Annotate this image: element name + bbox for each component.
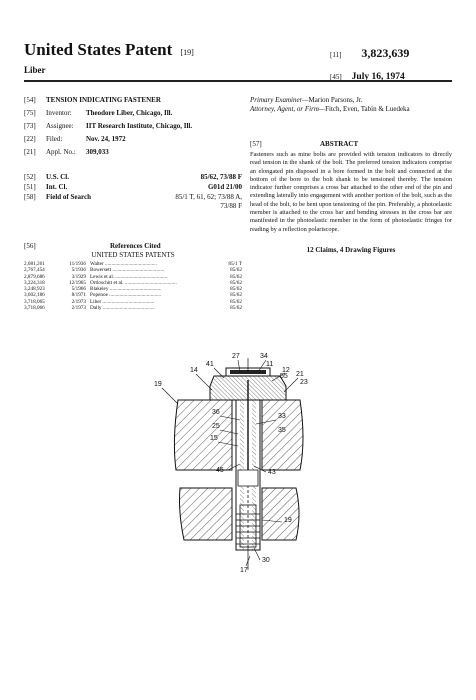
inventor-code: [75] <box>24 109 36 117</box>
field-code: [58] <box>24 193 36 201</box>
figure-label: 21 <box>296 371 304 378</box>
reference-date: 5/1966 <box>71 286 86 293</box>
uscl-value: 85/62, 73/88 F <box>200 173 242 181</box>
appl-code: [21] <box>24 148 36 156</box>
figure-label: 27 <box>232 353 240 360</box>
abstract-text: Fasteners such as mine bolts are provided with tension indicators to directly read tension in the shank of the bolt. The preferred tension indicators comprise an elongated pin disposed in a bore formed in the bolt and connected at the bottom of the bore to the bolt shank to be tensioned thereby. The tension indicator further comprises a cross bar attached to the other end of the pin and extending laterally into engagement with another portion of the bolt, such as the head of the bolt, to be bent upon tensioning of the pin. Preferably, a photoelastic member is attached to the cross bar and bending stresses in the cross bar are manifested in the photoelastic member in the form of photoelastic fringes for reading by a reflection polariscope. <box>250 151 452 233</box>
appl-label: Appl. No.: <box>46 148 76 156</box>
reference-name: Bowersett ........................................ <box>90 267 165 274</box>
figure-label: 41 <box>206 361 214 368</box>
date-code: [45] <box>330 73 342 81</box>
reference-class: 85/1 T <box>228 261 242 267</box>
reference-class: 85/62 <box>230 273 242 280</box>
title-code: [54] <box>24 96 36 104</box>
reference-number: 3,718,066 <box>24 305 45 312</box>
abstract-code: [57] <box>250 140 262 148</box>
appl-value: 309,033 <box>86 148 109 156</box>
figure-label: 25 <box>212 423 220 430</box>
intcl-value: G01d 21/00 <box>207 183 242 191</box>
figure-label: 43 <box>268 469 276 476</box>
reference-date: 12/1965 <box>68 279 86 286</box>
uscl-code: [52] <box>24 173 36 181</box>
assignee-value: IIT Research Institute, Chicago, Ill. <box>86 122 193 130</box>
filed-code: [22] <box>24 135 36 143</box>
reference-date: 8/1971 <box>71 292 86 299</box>
reference-class: 85/62 <box>230 292 242 299</box>
reference-name: Walter ........................................ <box>90 261 157 267</box>
bolt-shank <box>236 380 260 550</box>
figure-label: 14 <box>190 367 198 374</box>
inventor-label: Inventor: <box>46 109 72 117</box>
figure-label: 35 <box>278 427 286 434</box>
reference-date: 5/1936 <box>71 267 86 274</box>
figure-label: 33 <box>278 413 286 420</box>
reference-number: 2,767,454 <box>24 267 45 274</box>
references-subtitle: UNITED STATES PATENTS <box>91 251 175 259</box>
figure-label: 11 <box>266 361 274 368</box>
reference-class: 85/62 <box>230 305 242 312</box>
reference-number: 3,602,186 <box>24 292 45 299</box>
figure-label: 12 <box>282 367 290 374</box>
reference-class: 85/62 <box>230 298 242 305</box>
number-code: [11] <box>330 51 342 59</box>
inventor-value: Theodore Liber, Chicago, Ill. <box>86 109 173 117</box>
reference-number: 2,081,261 <box>24 261 45 267</box>
figure-label: 23 <box>300 379 308 386</box>
filed-label: Filed: <box>46 135 63 143</box>
header-title-text: United States Patent <box>24 40 173 59</box>
reference-number: 3,718,065 <box>24 298 45 305</box>
intcl-code: [51] <box>24 183 36 191</box>
invention-title: TENSION INDICATING FASTENER <box>46 96 161 104</box>
field-label: Field of Search <box>46 193 91 201</box>
abstract-title: ABSTRACT <box>320 140 359 148</box>
uscl-label: U.S. Cl. <box>46 173 69 181</box>
references-title: References Cited <box>110 242 161 250</box>
reference-number: 3,224,318 <box>24 279 45 286</box>
attorney-value: Fitch, Even, Tabin & Luedeka <box>325 105 410 113</box>
reference-name: Ortloschitt et al. ........................................ <box>90 279 177 286</box>
figure-label: 19 <box>154 381 162 388</box>
reference-class: 85/62 <box>230 267 242 274</box>
figure-label: 17 <box>240 567 248 574</box>
attorney-label: Attorney, Agent, or Firm— <box>250 105 326 113</box>
primary-examiner-value: Marion Parsons, Jr. <box>308 96 363 104</box>
figure-label: 36 <box>212 409 220 416</box>
reference-date: 11/1936 <box>69 261 86 267</box>
figure-label: 55 <box>280 373 288 380</box>
reference-date: 2/1973 <box>71 298 86 305</box>
figure-label: 30 <box>262 557 270 564</box>
assignee-label: Assignee: <box>46 122 74 130</box>
references-code: [56] <box>24 242 36 250</box>
reference-number: 3,248,923 <box>24 286 45 293</box>
primary-examiner-label: Primary Examiner— <box>250 96 309 104</box>
figure-label: 34 <box>260 353 268 360</box>
claims-line: 12 Claims, 4 Drawing Figures <box>306 245 396 254</box>
reference-name: Dally ........................................ <box>90 305 155 312</box>
issue-date: July 16, 1974 <box>351 72 405 82</box>
header-title-code: [19] <box>180 48 194 57</box>
figure-label: 45 <box>216 467 224 474</box>
reference-class: 85/62 <box>230 286 242 293</box>
figure-label: 19 <box>284 517 292 524</box>
filed-value: Nov. 24, 1972 <box>86 135 126 143</box>
reference-name: Popenoe ........................................ <box>90 292 162 299</box>
reference-name: Blakeley ........................................ <box>90 286 162 293</box>
patent-number: 3,823,639 <box>361 46 410 60</box>
reference-class: 85/62 <box>230 279 242 286</box>
assignee-code: [73] <box>24 122 36 130</box>
reference-date: 2/1973 <box>71 305 86 312</box>
reference-name: Liber ........................................ <box>90 298 155 305</box>
field-value: 85/1 T, 61, 62; 73/88 A, <box>175 193 242 201</box>
intcl-label: Int. Cl. <box>46 183 68 191</box>
reference-number: 2,879,686 <box>24 273 45 280</box>
field-value-2: 73/88 F <box>220 202 242 210</box>
reference-date: 3/1929 <box>71 273 86 280</box>
reference-name: Lewis et al. ........................................ <box>90 273 168 280</box>
figure-label: 15 <box>210 435 218 442</box>
header-inventor: Liber <box>24 65 46 75</box>
